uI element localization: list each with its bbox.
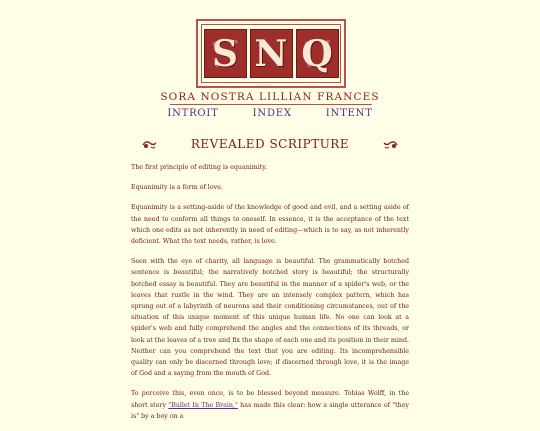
paragraph-text: has made this clear: how a single utterance of "they is" by a boy on a [131,401,409,420]
nav-link-index[interactable]: INDEX [252,108,292,119]
logo-letter-tile [250,29,293,78]
site-name: SORA NOSTRA LILLIAN FRANCES [160,91,380,103]
paragraph [131,388,409,422]
logo-letter: N [254,32,288,75]
article-body [131,162,409,431]
paragraph: Equanimity is a form of love. [131,184,223,192]
main-nav [0,108,540,119]
logo-frame [201,24,341,83]
logo-letter: S [212,32,238,75]
fleuron-left-icon [142,138,157,150]
site-logo[interactable] [196,19,346,88]
logo-letter: Q [301,32,333,75]
nav-link-introit[interactable]: INTROIT [167,108,219,119]
logo-letter-tile [204,29,247,78]
nav-link-intent[interactable]: INTENT [325,108,373,119]
paragraph: Seen with the eye of charity, all language is beautiful. The grammatically botched sentence is beautiful; the narratively botched story is beautiful; the structurally botched essay is beautiful. They are beautiful in the manner of a spider's web, or the leaves that rustle in the wind. They are an intensely complex pattern, which has sprung out of a labyrinth of neurons and their conditioning circumstances, out of the situation of this unique moment of this unique human life. No one can look at a spider's web and fully comprehend the angles and the connections of its threads, or look at the leaves of a tree and fix the shape of each one and its position in their mind. Neither can you comprehend the text that you are editing. Its incomprehensible quality can only be discerned through love; if discerned through love, it is the image of God and a saying from the mouth of God. [131,258,409,378]
paragraph: Equanimity is a setting-aside of the knowledge of good and evil, and a setting aside of the need to conform all things to oneself. In essence, it is the acceptance of the text which one edits as not inherently in need of editing—which is to say, as not inherently deficient. What the text needs, rather, is love. [131,204,409,246]
section-header [0,137,540,151]
paragraph: The first principle of editing is equanimity. [131,164,268,171]
header-divider [170,104,372,105]
page-title: REVEALED SCRIPTURE [190,137,350,151]
fleuron-right-icon [383,138,398,150]
logo-letter-tile [296,29,339,78]
paragraph-text: To perceive this, even once, is to be blessed beyond measure. Tobias Wolff, in the short story [131,390,409,409]
story-link-bullet-in-the-brain[interactable]: "Bullet In The Brain," [168,401,238,409]
